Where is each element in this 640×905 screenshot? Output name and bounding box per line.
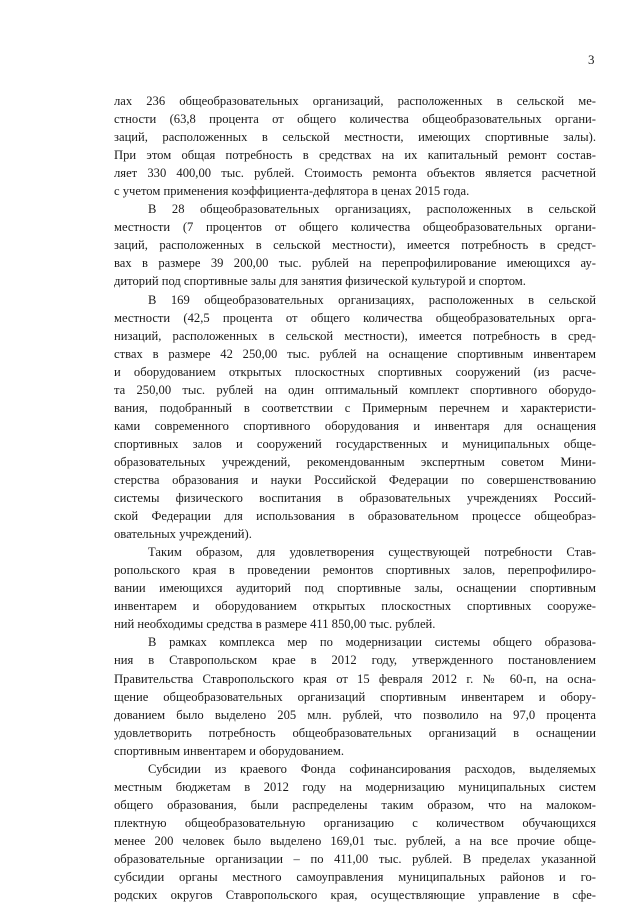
text-line: В 169 общеобразовательных организациях, расположенных в сельской bbox=[148, 292, 596, 307]
text-line: ния в Ставропольском крае в 2012 году, утвержденного постановлением bbox=[114, 653, 596, 668]
text-line: и оборудованием открытых плоскостных спортивных сооружений (из расче- bbox=[114, 364, 596, 379]
text-line: ропольского края в проведении ремонтов спортивных залов, перепрофилиро- bbox=[114, 563, 596, 578]
text-line: низаций, расположенных в сельской местности), имеется потребность в сред- bbox=[114, 328, 596, 343]
text-line: Субсидии из краевого Фонда софинансирования расходов, выделяемых bbox=[148, 761, 596, 776]
paragraph bbox=[114, 633, 596, 759]
text-line: местным бюджетам в 2012 году на модернизацию муниципальных систем bbox=[114, 779, 596, 794]
text-line: щение общеобразовательных организаций спортивным инвентарем и обору- bbox=[114, 689, 596, 704]
text-line: вах в размере 39 200,00 тыс. рублей на перепрофилирование имеющихся ау- bbox=[114, 256, 596, 271]
paragraph bbox=[114, 543, 596, 633]
text-line: Правительства Ставропольского края от 15 февраля 2012 г. № 60-п, на осна- bbox=[114, 671, 596, 686]
text-line: менее 200 человек было выделено 169,01 тыс. рублей, а на все прочие обще- bbox=[114, 833, 596, 848]
text-line: та 250,00 тыс. рублей на один оптимальный комплект спортивного оборудо- bbox=[114, 382, 596, 397]
text-line: удовлетворить потребность общеобразовательных организаций в оснащении bbox=[114, 725, 596, 740]
text-line: образовательных учреждений, рекомендованным экспертным советом Мини- bbox=[114, 454, 596, 469]
text-line: В 28 общеобразовательных организациях, расположенных в сельской bbox=[148, 202, 596, 217]
text-line: стерства образования и науки Российской Федерации по совершенствованию bbox=[114, 472, 596, 487]
text-line: системы физического воспитания в образовательных учреждениях Россий- bbox=[114, 491, 596, 506]
text-line: В рамках комплекса мер по модернизации системы общего образова- bbox=[148, 635, 596, 650]
text-line: с учетом применения коэффициента-дефлятора в ценах 2015 года. bbox=[114, 184, 470, 199]
text-line: спортивных залов и сооружений государственных и муниципальных обще- bbox=[114, 436, 596, 451]
text-line: овательных учреждений). bbox=[114, 527, 252, 542]
text-line: инвентарем и оборудованием открытых плоскостных спортивных сооруже- bbox=[114, 599, 596, 614]
text-line: образовательные организации – по 411,00 тыс. рублей. В пределах указанной bbox=[114, 851, 596, 866]
page-number: 3 bbox=[588, 52, 595, 67]
text-line: местности (42,5 процента от общего количества общеобразовательных орга- bbox=[114, 310, 596, 325]
text-line: ской Федерации для использования в образовательном процессе общеобраз- bbox=[114, 509, 596, 524]
text-line: лах 236 общеобразовательных организаций, расположенных в сельской ме- bbox=[114, 94, 596, 108]
text-line: ствах в размере 42 250,00 тыс. рублей на оснащение спортивным инвентарем bbox=[114, 346, 596, 361]
text-line: ний необходимы средства в размере 411 850,00 тыс. рублей. bbox=[114, 617, 436, 632]
paragraph bbox=[114, 291, 596, 544]
document-body bbox=[114, 92, 596, 904]
text-line: родских округов Ставропольского края, осуществляющие управление в сфе- bbox=[114, 888, 596, 903]
text-line: местности (7 процентов от общего количества общеобразовательных органи- bbox=[114, 220, 596, 235]
paragraph bbox=[114, 760, 596, 904]
text-line: заций, расположенных в сельской местности, имеющих спортивные залы). bbox=[114, 130, 596, 145]
text-line: вания, подобранный в соответствии с Примерным перечнем и характеристи- bbox=[114, 400, 596, 415]
text-line: ляет 330 400,00 тыс. рублей. Стоимость ремонта объектов является расчетной bbox=[114, 166, 596, 181]
text-line: субсидии органы местного самоуправления муниципальных районов и го- bbox=[114, 870, 596, 885]
text-line: заций, расположенных в сельской местности), имеется потребность в средст- bbox=[114, 238, 596, 253]
text-line: диторий под спортивные залы для занятия физической культурой и спортом. bbox=[114, 274, 526, 289]
text-line: общего образования, были распределены таким образом, что на малоком- bbox=[114, 797, 596, 812]
paragraph bbox=[114, 200, 596, 290]
text-line: ками современного спортивного оборудования и инвентаря для оснащения bbox=[114, 418, 596, 433]
text-line: спортивным инвентарем и оборудованием. bbox=[114, 743, 344, 758]
text-line: плектную общеобразовательную организацию с количеством обучающихся bbox=[114, 815, 596, 830]
text-line: дованием было выделено 205 млн. рублей, что позволило на 97,0 процента bbox=[114, 707, 596, 722]
text-line: Таким образом, для удовлетворения существующей потребности Став- bbox=[148, 545, 596, 560]
text-line: При этом общая потребность в средствах на их капитальный ремонт состав- bbox=[114, 148, 596, 163]
paragraph bbox=[114, 92, 596, 200]
text-line: вании имеющихся аудиторий под спортивные залы, оснащении спортивным bbox=[114, 581, 596, 596]
text-line: стности (63,8 процента от общего количества общеобразовательных органи- bbox=[114, 112, 596, 127]
